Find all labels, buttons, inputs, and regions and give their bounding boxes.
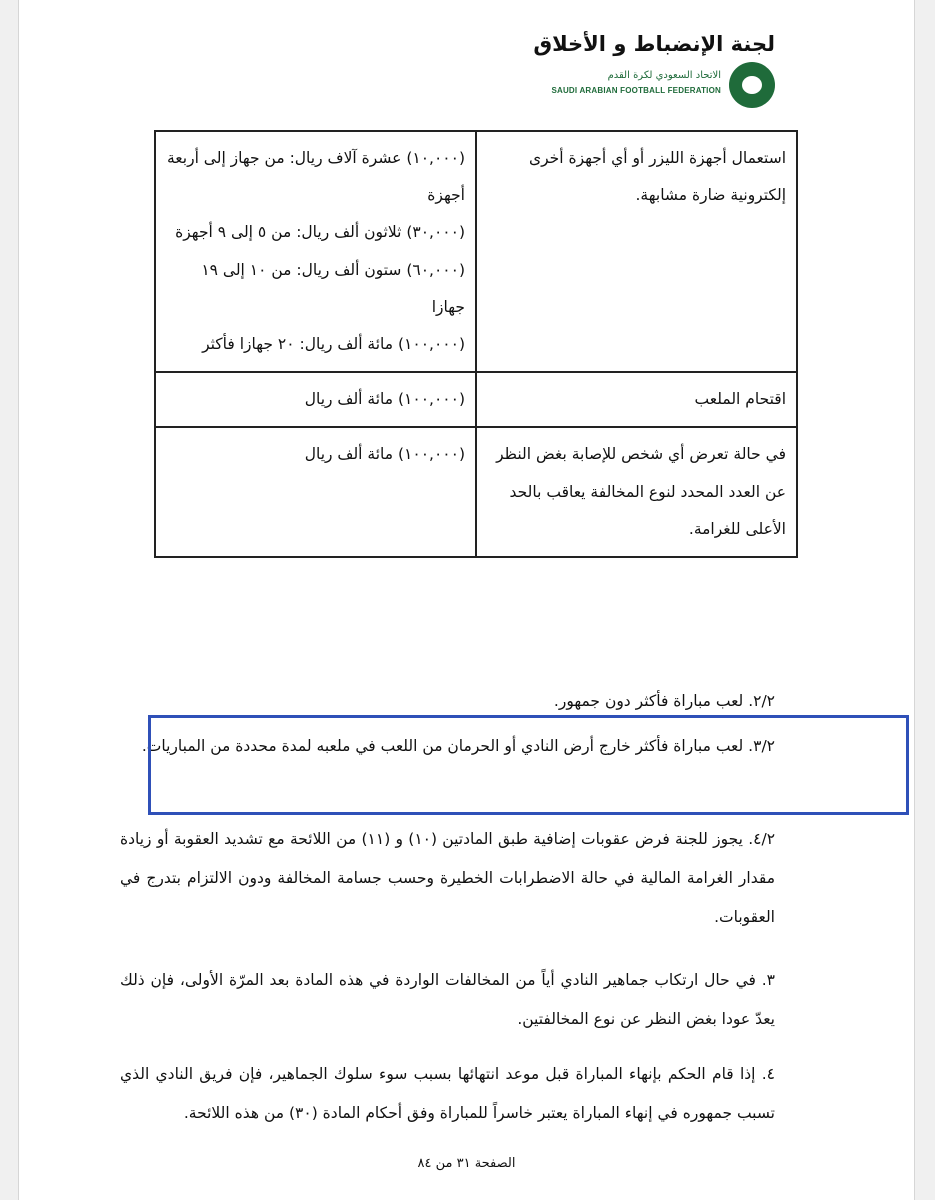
penalty-line: (١٠٠,٠٠٠) مائة ألف ريال (304, 390, 465, 409)
penalty-line: (٣٠,٠٠٠) ثلاثون ألف ريال: من ٥ إلى ٩ أجهزة (175, 223, 465, 242)
federation-logo (551, 62, 775, 112)
page-edge-left (18, 0, 19, 1200)
committee-title: لجنة الإنضباط و الأخلاق (533, 32, 775, 56)
table-row (155, 427, 797, 557)
penalty-cell (155, 131, 476, 372)
penalty-cell (155, 372, 476, 427)
penalty-line: (٦٠,٠٠٠) ستون ألف ريال: من ١٠ إلى ١٩ جهازا (201, 260, 465, 316)
fines-table (154, 130, 798, 558)
table-row (155, 131, 797, 372)
logo-english-text: SAUDI ARABIAN FOOTBALL FEDERATION (551, 86, 721, 95)
penalty-line: (١٠٠,٠٠٠) مائة ألف ريال: ٢٠ جهازا فأكثر (202, 334, 465, 353)
offense-cell: استعمال أجهزة الليزر أو أي أجهزة أخرى إلكترونية ضارة مشابهة. (476, 131, 797, 372)
offense-cell: اقتحام الملعب (476, 372, 797, 427)
page-edge-right (914, 0, 915, 1200)
table-row (155, 372, 797, 427)
paragraph-2-2: ٢/٢. لعب مباراة فأكثر دون جمهور. (553, 692, 775, 710)
federation-emblem-icon (729, 62, 775, 108)
highlight-box (148, 715, 909, 815)
document-page (18, 0, 915, 1200)
paragraph-4-2: ٤/٢. يجوز للجنة فرض عقوبات إضافية طبق المادتين (١٠) و (١١) من اللائحة مع تشديد العقوبة أو زيادة مقدار الغرامة المالية في حالة الاضطرابات الخطيرة وحسب جسامة المخالفة ودون الالتزام بتدرج في العقوبات. (120, 830, 776, 926)
offense-cell: في حالة تعرض أي شخص للإصابة بغض النظر عن العدد المحدد لنوع المخالفة يعاقب بالحد الأعلى للغرامة. (476, 427, 797, 557)
paragraph-4: ٤. إذا قام الحكم بإنهاء المباراة قبل موعد انتهائها بسبب سوء سلوك الجماهير، فإن فريق النادي الذي تسبب جمهوره في إنهاء المباراة يعتبر خاسراً للمباراة وفق أحكام المادة (٣٠) من هذه اللائحة. (120, 1065, 775, 1122)
paragraph-3: ٣. في حال ارتكاب جماهير النادي أياً من المخالفات الواردة في هذه المادة بعد المرّة الأولى، فإن ذلك يعدّ عودا بغض النظر عن نوع المخالفتين. (120, 971, 775, 1028)
penalty-cell (155, 427, 476, 557)
page-number: الصفحة ٣١ من ٨٤ (417, 1156, 516, 1171)
penalty-line: (١٠,٠٠٠) عشرة آلاف ريال: من جهاز إلى أربعة أجهزة (166, 149, 465, 205)
logo-arabic-text: الاتحاد السعودي لكرة القدم (607, 70, 721, 81)
penalty-line: (١٠٠,٠٠٠) مائة ألف ريال (304, 445, 465, 464)
paragraph-3-2: ٣/٢. لعب مباراة فأكثر خارج أرض النادي أو الحرمان من اللعب في ملعبه لمدة محددة من المباريات. (141, 737, 775, 755)
